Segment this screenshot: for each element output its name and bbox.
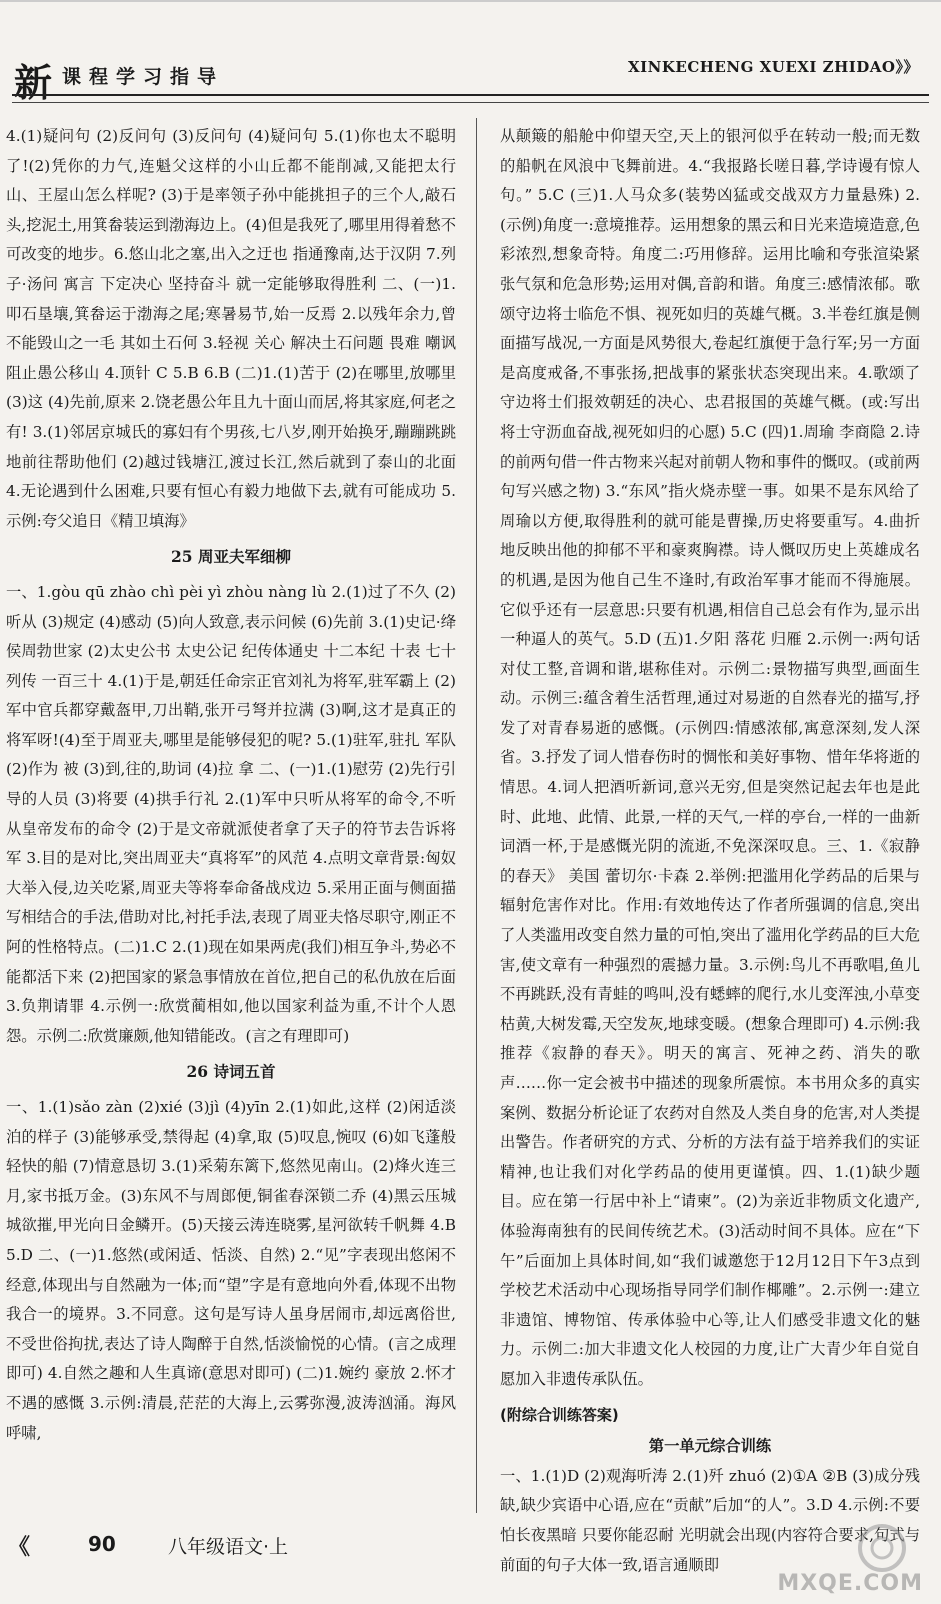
watermark-logo bbox=[717, 1520, 927, 1600]
brand-logo: 新 bbox=[14, 60, 53, 105]
page-number: 90 bbox=[88, 1532, 116, 1556]
page-header bbox=[0, 0, 941, 118]
right-column bbox=[500, 122, 920, 1580]
corner-arrow: 《 bbox=[8, 1534, 31, 1560]
appendix-heading: (附综合训练答案) bbox=[500, 1405, 619, 1424]
header-rule bbox=[12, 94, 929, 103]
brand-subtitle: 课程学习指导 bbox=[62, 66, 225, 88]
lesson-title-25: 25 周亚夫军细柳 bbox=[171, 547, 291, 567]
book-grade-label: 八年级语文·上 bbox=[168, 1536, 289, 1558]
answer-block-25: 一、1.gòu qū zhào chì pèi yì zhòu nàng lù 2.(1)过了不久 (2)听从 (3)规定 (4)感动 (5)向人致意,表示问候 (6)先前 3.(1)史记·绛侯周勃世家 (2)太史公书 太史公记 纪传体通史 十二本纪 十表 七十列传 一百三十 4.(1)于是,朝廷任命宗正官刘礼为将军,驻军霸上 (2)军中官兵都穿戴盔甲,刀出鞘,张开弓弩并拉满 (3)啊,这才是真正的将军呀!(4)至于周亚夫,哪里是能够侵犯的呢? 5.(1)驻军,驻扎 军队 (2)作为 被 (3)到,往的,助词 (4)拉 拿 二、(一)1.(1)慰劳 (2)先行引导的人员 (3)将要 (4)拱手行礼 2.(1)军中只听从将军的命令,不听从皇帝发布的命令 (2)于是文帝就派使者拿了天子的符节去告诉将军 3.目的是对比,突出周亚夫“真将军”的风范 4.点明文章背景:匈奴大举入侵,边关吃紧,周亚夫等将奉命备战戍边 5.采用正面与侧面描写相结合的手法,借助对比,衬托手法,表现了周亚夫恪尽职守,刚正不阿的性格特点。(二)1.C 2.(1)现在如果两虎(我们)相互争斗,势必不能都活下来 (2)把国家的紧急事情放在首位,把自己的私仇放在后面 3.负荆请罪 4.示例一:欣赏蔺相如,他以国家利益为重,不计个人恩怨。示例二:欣赏廉颇,他知错能改。(言之有理即可) bbox=[6, 582, 456, 1045]
top-edge bbox=[0, 0, 941, 2]
watermark-text: MXQE.COM bbox=[777, 1571, 923, 1596]
left-column bbox=[6, 122, 456, 1448]
brand-pinyin: XINKECHENG XUEXI ZHIDAO》》 bbox=[627, 58, 919, 76]
answer-block-24: 4.(1)疑问句 (2)反问句 (3)反问句 (4)疑问句 5.(1)你也太不聪明了!(2)凭你的力气,连魁父这样的小山丘都不能削减,又能把太行山、王屋山怎么样呢? (3)于是率领子孙中能挑担子的三个人,敲石头,挖泥土,用箕畚装运到渤海边上。(4)但是我死了,哪里用得着愁不可改变的地步。6.悠山北之塞,出入之迂也 指通豫南,达于汉阴 7.列子·汤问 寓言 下定决心 坚持奋斗 就一定能够取得胜利 二、(一)1.叩石垦壤,箕畚运于渤海之尾;寒暑易节,始一反焉 2.以残年余力,曾不能毁山之一毛 其如土石何 3.轻视 关心 解决土石问题 畏难 嘲讽 阻止愚公移山 4.顶针 C 5.B 6.B (二)1.(1)苦于 (2)在哪里,放哪里 (3)这 (4)先前,原来 2.饶老愚公年且九十面山而居,将其家庭,何老之有! 3.(1)邻居京城氏的寡妇有个男孩,七八岁,刚开始换牙,蹦蹦跳跳地前往帮助他们 (2)越过钱塘江,渡过长江,然后就到了泰山的北面 4.无论遇到什么困难,只要有恒心有毅力地做下去,就有可能成功 5.示例:夸父追日《精卫填海》 bbox=[6, 127, 456, 530]
column-divider bbox=[476, 118, 477, 1513]
answer-block-26-cont: 从颠簸的船舱中仰望天空,天上的银河似乎在转动一般;而无数的船帆在风浪中飞舞前进。4.“我报路长嗟日暮,学诗谩有惊人句。” 5.C (三)1.人马众多(装势凶猛或交战双方力量悬殊) 2.(示例)角度一:意境推荐。运用想象的黑云和日光来造境造意,色彩浓烈,想象奇特。角度二:巧用修辞。运用比喻和夸张渲染紧张气氛和危急形势;运用对偶,音韵和谐。角度三:感情浓郁。歌颂守边将士临危不惧、视死如归的英雄气概。3.半卷红旗是侧面描写战况,一方面是风势很大,卷起红旗便于急行军;另一方面是高度戒备,不事张扬,把战事的紧张状态突现出来。4.歌颂了守边将士们报效朝廷的决心、忠君报国的英雄气概。(或:写出将士守沥血奋战,视死如归的心愿) 5.C (四)1.周瑜 李商隐 2.诗的前两句借一件古物来兴起对前朝人物和事件的慨叹。(或前两句写兴感之物) 3.“东风”指火烧赤壁一事。如果不是东风给了周瑜以方便,取得胜利的就可能是曹操,历史将要重写。4.曲折地反映出他的抑郁不平和豪爽胸襟。诗人慨叹历史上英雄成名的机遇,是因为他自己生不逢时,有政治军事才能而不得施展。它似乎还有一层意思:只要有机遇,相信自己总会有作为,显示出一种逼人的英气。5.D (五)1.夕阳 落花 归雁 2.示例一:两句话对仗工整,音调和谐,堪称佳对。示例二:景物描写典型,画面生动。示例三:蕴含着生活哲理,通过对易逝的自然春光的描写,抒发了对青春易逝的感慨。(示例四:情感浓郁,寓意深刻,发人深省。3.抒发了词人惜春伤时的惆怅和美好事物、惜年华将逝的情思。4.词人把酒听新词,意兴无穷,但是突然记起去年也是此时、此地、此情、此景,一样的天气,一样的亭台,一样的一曲新词酒一杯,于是感慨光阴的流逝,不免深深叹息。三、1.《寂静的春天》 美国 蕾切尔·卡森 2.举例:把滥用化学药品的后果与辐射危害作对比。作用:有效地传达了作者所强调的信息,突出了人类滥用改变自然力量的可怕,突出了滥用化学药品的巨大危害,使文章有一种强烈的震撼力量。3.示例:鸟儿不再歌唱,鱼儿不再跳跃,没有青蛙的鸣叫,没有蟋蟀的爬行,水儿变浑浊,小草变枯黄,大树发霉,天空发灰,地球变暖。(想象合理即可) 4.示例:我推荐《寂静的春天》。明天的寓言、死神之药、消失的歌声……你一定会被书中描述的现象所震惊。本书用众多的真实案例、数据分析论证了农药对自然及人类自身的危害,对人类提出警告。作者研究的方式、分析的方法有益于培养我们的实证精神,也让我们对化学药品的使用更谨慎。四、1.(1)缺少题目。应在第一行居中补上“请柬”。(2)为亲近非物质文化遗产,体验海南独有的民间传统艺术。(3)活动时间不具体。应在“下午”后面加上具体时间,如“我们诚邀您于12月12日下午3点到学校艺术活动中心现场指导同学们制作椰雕”。2.示例一:建立非遗馆、博物馆、传承体验中心等,让人们感受非遗文化的魅力。示例二:加大非遗文化人校园的力度,让广大青少年自觉自愿加入非遗传承队伍。 bbox=[500, 127, 920, 1388]
lesson-title-26: 26 诗词五首 bbox=[186, 1062, 276, 1082]
answer-block-26: 一、1.(1)sǎo zàn (2)xié (3)jì (4)yīn 2.(1)如此,这样 (2)闲适淡泊的样子 (3)能够承受,禁得起 (4)拿,取 (5)叹息,惋叹 (6)如飞蓬般轻快的船 (7)情意恳切 3.(1)采菊东篱下,悠然见南山。(2)烽火连三月,家书抵万金。(3)东风不与周郎便,铜雀春深锁二乔 (4)黑云压城城欲摧,甲光向日金鳞开。(5)天接云涛连晓雾,星河欲转千帆舞 4.B 5.D 二、(一)1.悠然(或闲适、恬淡、自然) 2.“见”字表现出悠闲不经意,体现出与自然融为一体;而“望”字是有意地向外看,体现不出物我合一的境界。3.不同意。这句是写诗人虽身居闹市,却远离俗世,不受世俗拘扰,表达了诗人陶醉于自然,恬淡愉悦的心情。(言之成理即可) 4.自然之趣和人生真谛(意思对即可) (二)1.婉约 豪放 2.怀才不遇的感慨 3.示例:清晨,茫茫的大海上,云雾弥漫,波涛汹涌。海风呼啸, bbox=[6, 1098, 456, 1442]
unit-title: 第一单元综合训练 bbox=[648, 1437, 772, 1456]
answer-block-unit1: 一、1.(1)D (2)观海听涛 2.(1)歼 zhuó (2)①A ②B (3)成分残缺,缺少宾语中心语,应在“贡献”后加“的人”。3.D 4.示例:不要怕长夜黑暗 只要你能忍耐 光明就会出现(内容符合要求,句式与前面的句子大体一致,语言通顺即 bbox=[500, 1466, 920, 1574]
